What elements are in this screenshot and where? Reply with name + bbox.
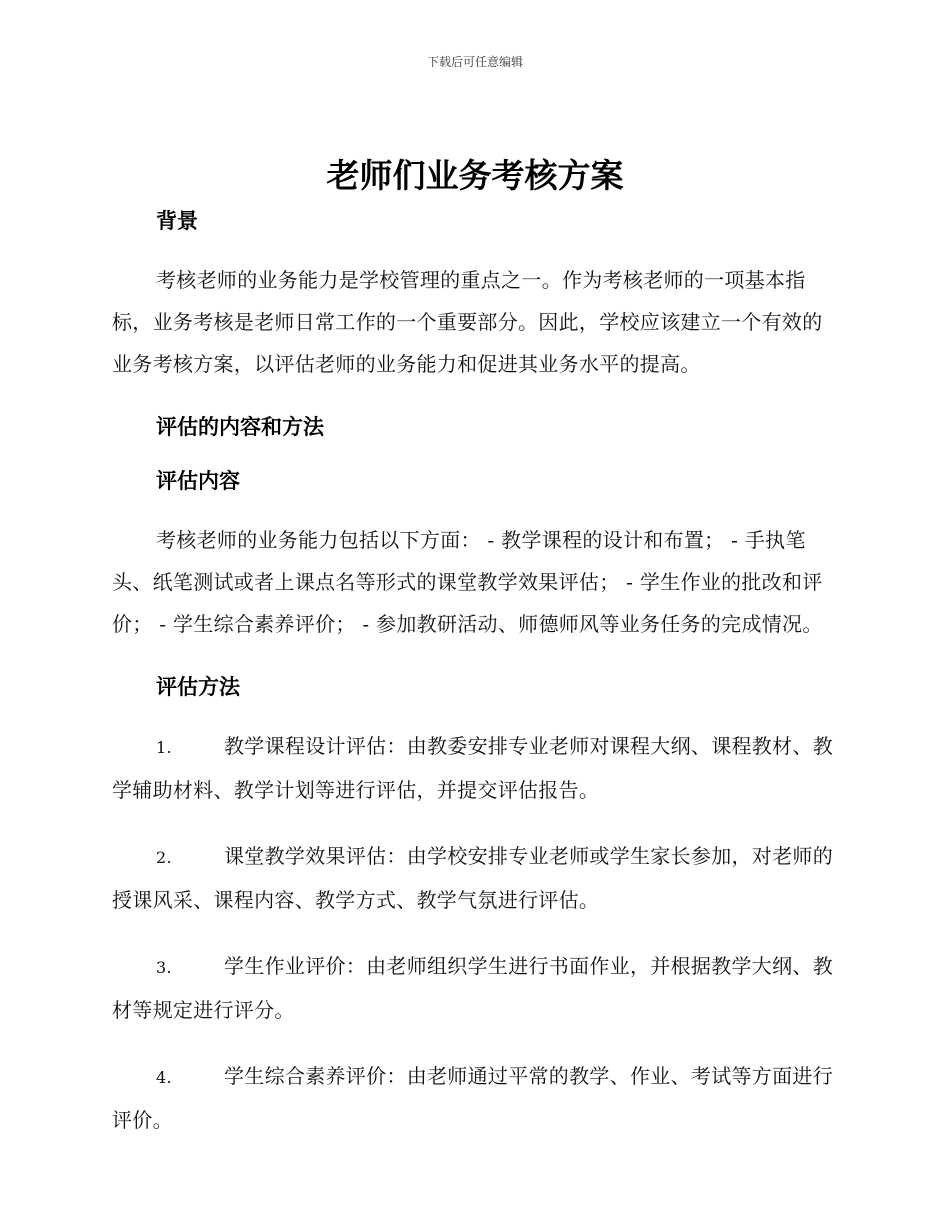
method-item: [112, 945, 834, 1031]
method-item: [112, 725, 834, 811]
method-text: 课堂教学效果评估：由学校安排专业老师或学生家长参加，对老师的授课风采、课程内容、教学方式、教学气氛进行评估。: [112, 844, 833, 912]
method-text: 学生综合素养评价：由老师通过平常的教学、作业、考试等方面进行评价。: [112, 1064, 833, 1132]
method-text: 教学课程设计评估：由教委安排专业老师对课程大纲、课程教材、教学辅助材料、教学计划等进行评估，并提交评估报告。: [112, 734, 833, 802]
section-heading-content: 评估内容: [156, 469, 240, 493]
document-title: 老师们业务考核方案: [326, 156, 624, 195]
section-heading-background: 背景: [156, 209, 198, 233]
header-note: 下载后可任意编辑: [426, 55, 523, 69]
method-item: [112, 835, 834, 921]
document-body: [112, 205, 834, 1141]
background-paragraph: 考核老师的业务能力是学校管理的重点之一。作为考核老师的一项基本指标，业务考核是老师日常工作的一个重要部分。因此，学校应该建立一个有效的业务考核方案，以评估老师的业务能力和促进其业务水平的提高。: [112, 268, 823, 376]
section-heading-method: 评估方法: [156, 675, 240, 699]
method-number: 4.: [156, 1068, 172, 1087]
content-paragraph: 考核老师的业务能力包括以下方面： - 教学课程的设计和布置； - 手执笔头、纸笔测试或者上课点名等形式的课堂教学效果评估； - 学生作业的批改和评价； - 学生综合素养评价； - 参加教研活动、师德师风等业务任务的完成情况。: [112, 528, 823, 636]
method-number: 2.: [156, 848, 172, 867]
section-heading-evaluation: 评估的内容和方法: [156, 415, 324, 439]
method-item: [112, 1055, 834, 1141]
method-text: 学生作业评价：由老师组织学生进行书面作业，并根据教学大纲、教材等规定进行评分。: [112, 954, 833, 1022]
method-number: 1.: [156, 738, 172, 757]
method-number: 3.: [156, 958, 172, 977]
